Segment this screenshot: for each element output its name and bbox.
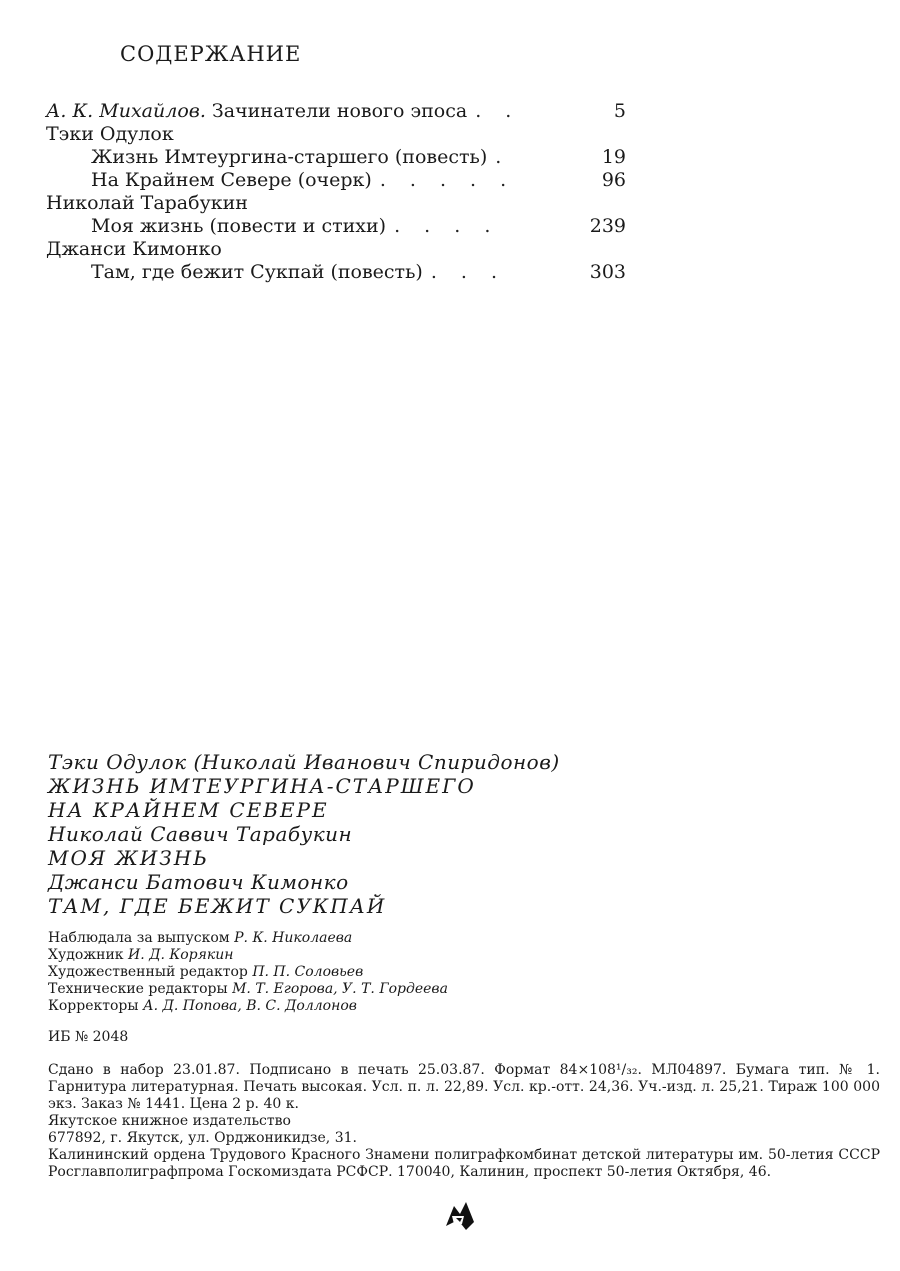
imprint-printer: Калининский ордена Трудового Красного Знамени полиграфкомбинат детской литературы им. 50-летия СССР Росглавполиграфпрома Госкомиздата РСФСР. 170040, Калинин, проспект 50-летия Октября, 46. (48, 1147, 880, 1180)
imprint-publisher: Якутское книжное издательство (48, 1113, 291, 1129)
table-of-contents (46, 100, 626, 284)
staff-name: М. Т. Егорова, У. Т. Гордеева (232, 981, 448, 997)
toc-entry[interactable] (46, 261, 626, 284)
toc-entry[interactable] (46, 215, 626, 238)
staff-name: А. Д. Попова, В. С. Доллонов (142, 998, 357, 1014)
credit-author-1: Тэки Одулок (Николай Иванович Спиридонов) (48, 750, 560, 774)
staff-role: Наблюдала за выпуском (48, 930, 230, 946)
colophon (48, 750, 880, 1181)
toc-intro-title: Зачинатели нового эпоса (211, 100, 468, 122)
credit-work-4: ТАМ, ГДЕ БЕЖИТ СУКПАЙ (48, 894, 387, 918)
toc-leader: . . (475, 100, 521, 122)
staff-list (48, 930, 868, 1015)
toc-page-number: 5 (613, 100, 626, 122)
toc-entry[interactable] (46, 169, 626, 192)
credit-work-2: НА КРАЙНЕМ СЕВЕРЕ (48, 798, 329, 822)
staff-role: Корректоры (48, 998, 139, 1014)
ib-number: ИБ № 2048 (48, 1029, 129, 1045)
toc-page-number: 303 (589, 261, 626, 283)
staff-name: П. П. Соловьев (252, 964, 364, 980)
staff-line (48, 981, 868, 998)
staff-name: И. Д. Корякин (128, 947, 234, 963)
toc-page-number: 239 (589, 215, 626, 237)
toc-author-odulok: Тэки Одулок (46, 123, 174, 145)
staff-line (48, 947, 868, 964)
imprint-block (48, 1062, 880, 1181)
toc-author-tarabukin: Николай Тарабукин (46, 192, 248, 214)
toc-entry-title: Жизнь Имтеургина-старшего (повесть) (91, 146, 488, 168)
toc-entry-title (46, 100, 467, 123)
publisher-mark-icon (440, 1196, 480, 1236)
imprint-print-details: Сдано в набор 23.01.87. Подписано в печать 25.03.87. Формат 84×108¹/₃₂. МЛ04897. Бумага тип. № 1. Гарнитура литературная. Печать высокая. Усл. п. л. 22,89. Усл. кр.-отт. 24,36. Уч.-изд. л. 25,21. Тираж 100 000 экз. Заказ № 1441. Цена 2 р. 40 к. (48, 1062, 880, 1112)
staff-role: Художник (48, 947, 124, 963)
toc-leader: . . . . (394, 215, 500, 237)
toc-page-number: 19 (601, 146, 626, 168)
toc-intro-author: А. К. Михайлов. (46, 100, 206, 122)
staff-line (48, 964, 868, 981)
credit-author-2: Николай Саввич Тарабукин (48, 822, 353, 846)
toc-entry-title: Там, где бежит Сукпай (повесть) (91, 261, 423, 283)
imprint-address: 677892, г. Якутск, ул. Орджоникидзе, 31. (48, 1130, 357, 1146)
credit-author-3: Джанси Батович Кимонко (48, 870, 349, 894)
staff-line (48, 930, 868, 947)
toc-leader: . . . . . (379, 169, 516, 191)
staff-name: Р. К. Николаева (234, 930, 353, 946)
staff-role: Художественный редактор (48, 964, 248, 980)
toc-entry[interactable] (46, 146, 626, 169)
toc-leader: . (495, 146, 511, 168)
toc-entry-title: На Крайнем Севере (очерк) (91, 169, 372, 191)
page-title: СОДЕРЖАНИЕ (120, 42, 302, 66)
toc-page-number: 96 (601, 169, 626, 191)
staff-line (48, 998, 868, 1015)
staff-role: Технические редакторы (48, 981, 228, 997)
toc-entry-intro[interactable] (46, 100, 626, 123)
credit-work-3: МОЯ ЖИЗНЬ (48, 846, 209, 870)
toc-leader: . . . (430, 261, 507, 283)
credit-work-1: ЖИЗНЬ ИМТЕУРГИНА-СТАРШЕГО (48, 774, 476, 798)
toc-entry-title: Моя жизнь (повести и стихи) (91, 215, 387, 237)
toc-author-kimonko: Джанси Кимонко (46, 238, 222, 260)
